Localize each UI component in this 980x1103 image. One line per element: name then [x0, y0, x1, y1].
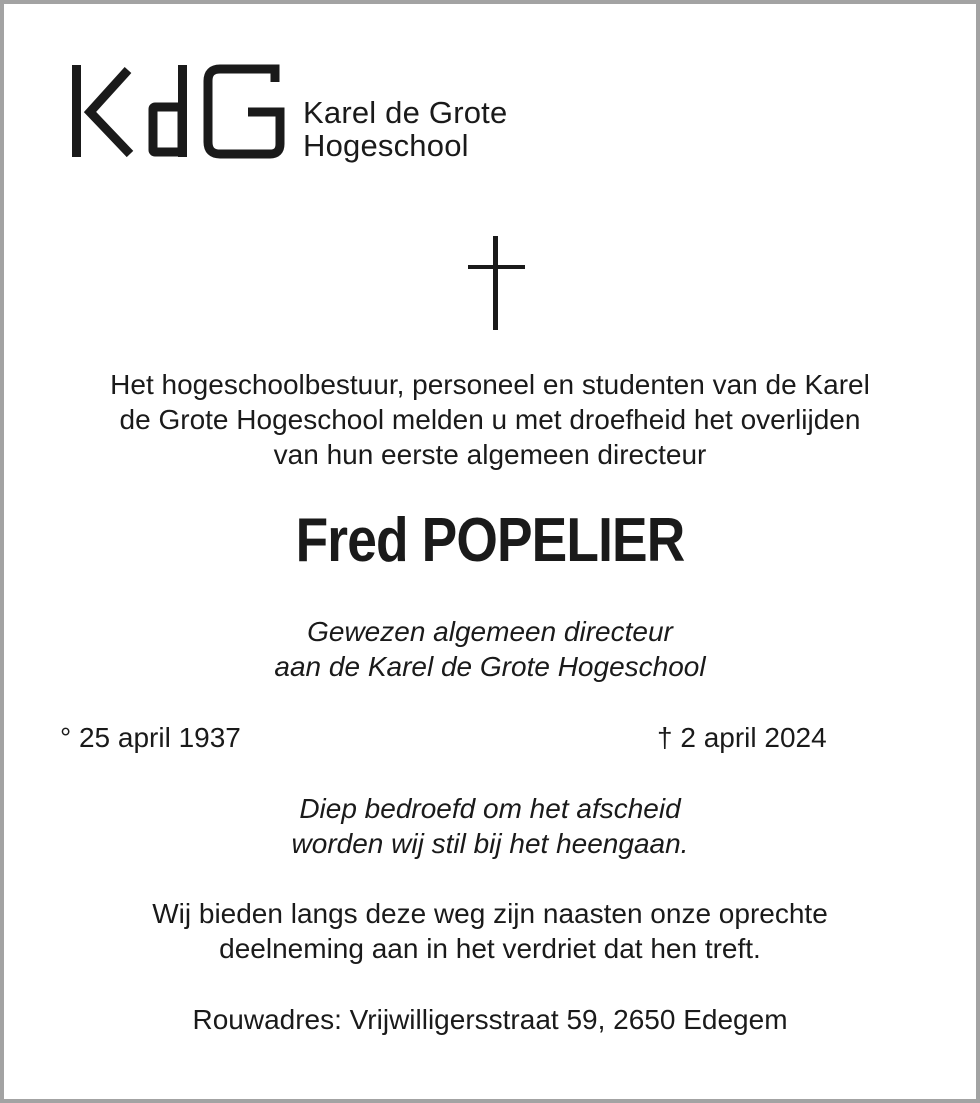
intro-line: de Grote Hogeschool melden u met droefheid het overlijden: [119, 404, 861, 435]
role-line: Gewezen algemeen directeur: [307, 616, 673, 647]
kdg-logo-name: [303, 96, 507, 162]
condolence-line: Wij bieden langs deze weg zijn naasten onze oprechte: [152, 898, 828, 929]
mourning-line: Diep bedroefd om het afscheid: [299, 793, 681, 824]
intro-line: van hun eerste algemeen directeur: [273, 439, 707, 470]
role-text: [0, 614, 980, 684]
deceased-name: Fred POPELIER: [295, 506, 685, 575]
kdg-logo: [70, 62, 530, 162]
intro-text: [0, 367, 980, 472]
birth-date: ° 25 april 1937: [60, 722, 241, 753]
logo-name-line1: Karel de Grote: [303, 95, 508, 130]
kdg-logo-mark: [70, 62, 290, 162]
condolence-text: [0, 896, 980, 966]
mourning-address: Rouwadres: Vrijwilligersstraat 59, 2650 Edegem: [192, 1004, 788, 1035]
death-date: † 2 april 2024: [657, 722, 827, 753]
condolence-line: deelneming aan in het verdriet dat hen treft.: [219, 933, 761, 964]
logo-name-line2: Hogeschool: [303, 128, 469, 163]
cross-icon: [468, 236, 526, 332]
mourning-line: worden wij stil bij het heengaan.: [291, 828, 689, 859]
mourning-text: [0, 791, 980, 861]
role-line: aan de Karel de Grote Hogeschool: [274, 651, 706, 682]
intro-line: Het hogeschoolbestuur, personeel en studenten van de Karel: [110, 369, 870, 400]
